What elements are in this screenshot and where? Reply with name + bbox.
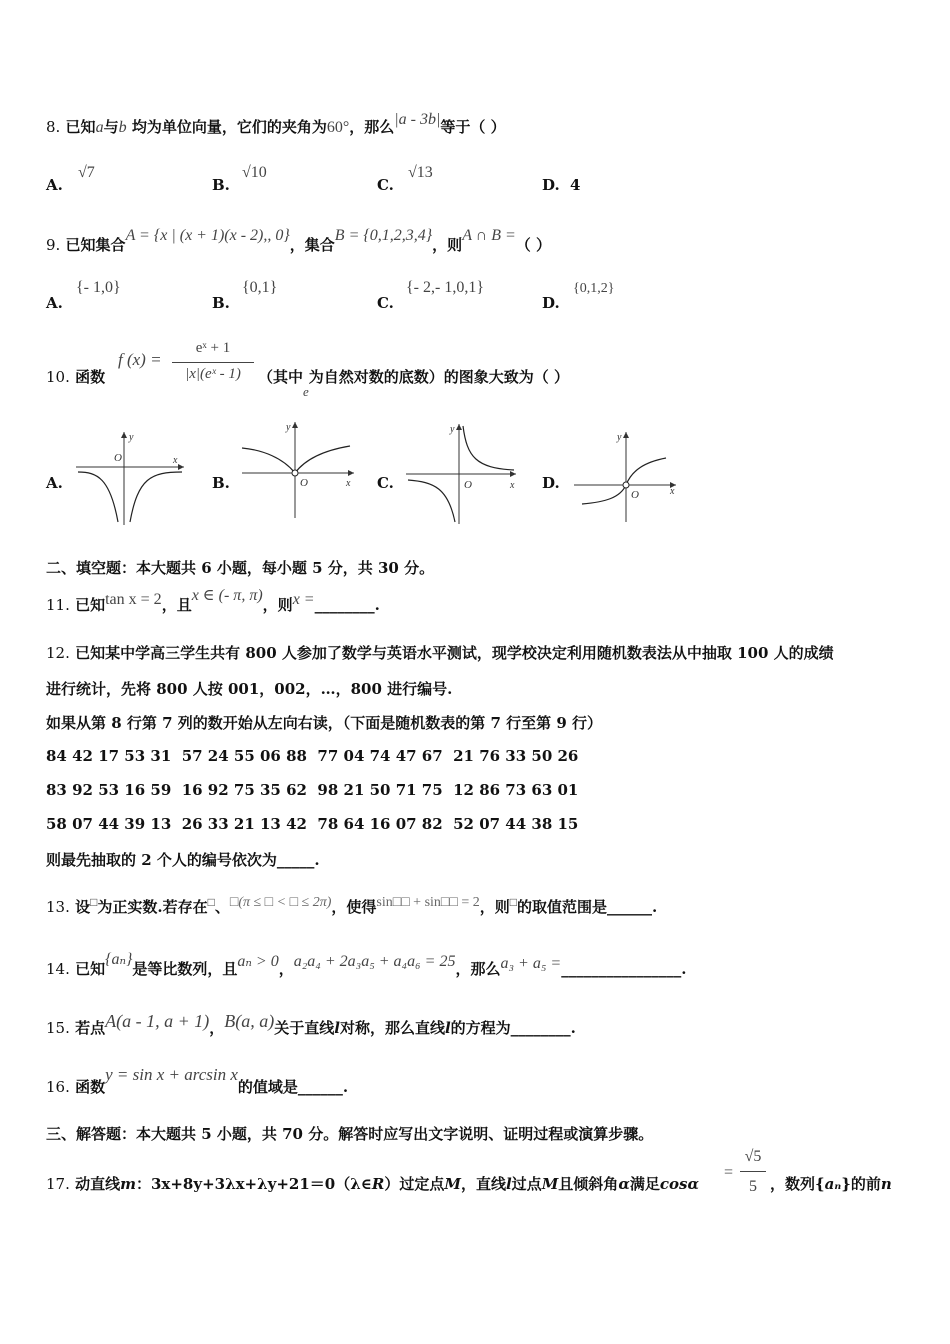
q9-text-c: ，则 — [432, 236, 463, 254]
q17-alpha: α — [618, 1175, 630, 1193]
curve-right — [626, 458, 666, 485]
q11-text-c: ，则 — [262, 596, 293, 614]
q12-line-3: 如果从第 8 行第 7 列的数开始从左向右读，（下面是随机数表的第 7 行至第 9 行） — [46, 714, 603, 732]
q16-text-a: 函数 — [75, 1078, 106, 1096]
q9-option-a-label: A. — [46, 294, 63, 312]
q8-option-b-label: B. — [212, 176, 230, 194]
q10-text-c: 为自然对数的底数）的图象大致为（ ） — [308, 368, 570, 386]
q14-sequence: {aₙ} — [105, 951, 133, 968]
origin-label: O — [464, 479, 472, 491]
q17-text-i: }的前 — [841, 1175, 881, 1193]
q17-frac-denominator: 5 — [749, 1178, 757, 1195]
q9-set-a: A = {x | (x + 1)(x - 2),, 0} — [125, 227, 290, 244]
q10-graph-b — [238, 418, 358, 518]
q9-text-d: （ ） — [515, 236, 552, 254]
q14-condition-1: aₙ > 0 — [237, 953, 279, 970]
q14-text-a: 已知 — [75, 960, 106, 978]
x-label: x — [670, 486, 675, 497]
q17-number: 17. — [46, 1175, 70, 1193]
q9-intersection: A ∩ B = — [462, 227, 516, 244]
q11-line — [46, 587, 380, 615]
q8-line — [46, 111, 506, 137]
q9-text-a: 已知集合 — [65, 236, 126, 254]
q15-line-l-2: l — [444, 1019, 451, 1037]
q15-point-b: B(a, a) — [224, 1011, 275, 1031]
q11-text-d: ________. — [314, 596, 380, 614]
q17-text-c: ）过定点 — [384, 1175, 445, 1193]
x-arrow-icon — [348, 470, 354, 476]
q13-box-1: □ — [90, 895, 98, 909]
q10-option-a-label: A. — [46, 474, 63, 492]
q15-text-c: 关于直线 — [274, 1019, 335, 1037]
q10-denominator: |x|(eˣ - 1) — [185, 366, 241, 382]
q14-text-b: 是等比数列，且 — [132, 960, 238, 978]
q12-line-2: 进行统计，先将 800 人按 001，002，…，800 进行编号. — [46, 680, 453, 698]
q15-text-d: 对称，那么直线 — [339, 1019, 445, 1037]
origin-label: O — [631, 489, 639, 501]
q14-line — [46, 951, 687, 979]
q17-text-h: ，数列{ — [770, 1175, 825, 1193]
q16-text-b: 的值域是______. — [237, 1078, 349, 1096]
q8-vector-b: b — [118, 119, 127, 136]
x-label: x — [510, 480, 515, 491]
y-label: y — [450, 424, 455, 435]
x-label: x — [173, 455, 178, 466]
q9-option-c-value: {- 2,- 1,0,1} — [406, 279, 485, 296]
q8-option-a-label: A. — [46, 176, 63, 194]
q9-number: 9. — [46, 236, 61, 254]
y-label: y — [129, 432, 134, 443]
q15-text-b: ， — [209, 1019, 225, 1037]
q17-M-2: M — [541, 1175, 559, 1193]
q15-line-l-1: l — [334, 1019, 340, 1037]
q9-option-b-value: {0,1} — [242, 279, 278, 296]
q17-equals: = — [724, 1164, 734, 1181]
q8-text-a: 已知 — [65, 118, 96, 136]
q17-M-1: M — [444, 1175, 461, 1193]
q17-m: m — [120, 1175, 136, 1193]
q10-e-symbol: e — [303, 384, 309, 399]
q13-text-c: 、 — [214, 898, 230, 916]
q10-graph-a — [72, 430, 192, 530]
q8-option-d-value: 4 — [570, 176, 581, 194]
q12-text-1: 已知某中学高三学生共有 800 人参加了数学与英语水平测试，现学校决定利用随机数表法从中抽取 100 人的成绩 — [75, 644, 834, 662]
q14-number: 14. — [46, 960, 70, 978]
curve-left — [78, 472, 118, 522]
q17-text-d: ，直线 — [460, 1175, 506, 1193]
q17-R: R — [371, 1175, 385, 1193]
q8-vector-a: a — [95, 119, 104, 136]
q16-function: y = sin x + arcsin x — [105, 1065, 238, 1084]
q9-line — [46, 227, 552, 255]
q12-number: 12. — [46, 644, 70, 662]
q14-text-d: ，那么 — [455, 960, 501, 978]
q17-text-b: ：3x+8y+3λx+λy+21＝0（λ∈ — [135, 1175, 372, 1193]
hollow-point — [292, 470, 298, 476]
q10-function-name: f (x) = — [118, 350, 162, 369]
y-arrow-icon — [456, 424, 462, 430]
q8-number: 8. — [46, 118, 61, 136]
curve-left — [242, 448, 295, 473]
q8-expression: |a - 3b| — [394, 111, 441, 128]
q8-text-e: 等于（ ） — [440, 118, 506, 136]
q9-option-d-value: {0,1,2} — [573, 281, 615, 296]
q17-l: l — [505, 1175, 512, 1193]
q15-point-a: A(a - 1, a + 1) — [105, 1011, 210, 1031]
x-arrow-icon — [178, 464, 184, 470]
curve-left — [582, 485, 626, 504]
x-arrow-icon — [510, 471, 516, 477]
q17-text-a: 动直线 — [75, 1175, 121, 1193]
hollow-point — [623, 482, 629, 488]
q13-box-3: □ — [509, 895, 517, 909]
q10-text-a: 函数 — [75, 368, 106, 386]
q12-random-row-9: 58 07 44 39 13 26 33 21 13 42 78 64 16 07 82 52 07 44 38 15 — [46, 815, 579, 833]
q8-option-d-label: D. — [542, 176, 560, 194]
q9-text-b: ，集合 — [289, 236, 335, 254]
x-label: x — [346, 478, 351, 489]
q15-text-a: 若点 — [75, 1019, 106, 1037]
y-arrow-icon — [292, 422, 298, 428]
q12-random-row-8: 83 92 53 16 59 16 92 75 35 62 98 21 50 71 75 12 86 73 63 01 — [46, 781, 579, 799]
q13-equation: sin□□ + sin□□ = 2 — [376, 895, 480, 910]
q17-line — [46, 1173, 699, 1194]
q17-an: aₙ — [824, 1175, 842, 1193]
q11-condition-2: x ∈ (- π, π) — [191, 587, 263, 604]
q9-option-c-label: C. — [377, 294, 394, 312]
q13-box-2: □ — [207, 895, 215, 909]
q10-option-b-label: B. — [212, 474, 230, 492]
q10-graph-d — [570, 428, 682, 524]
origin-label: O — [300, 477, 308, 489]
q14-condition-2: a₂a₄ + 2a₃a₅ + a₄a₆ = 25 — [293, 953, 456, 970]
q9-set-b: B = {0,1,2,3,4} — [334, 227, 433, 244]
q10-text-b: （其中 — [258, 368, 304, 386]
q11-text-b: ，且 — [161, 596, 192, 614]
q17-text-f: 且倾斜角 — [558, 1175, 619, 1193]
q10-number: 10. — [46, 368, 70, 386]
q8-angle: 60° — [326, 119, 350, 136]
q11-text-a: 已知 — [75, 596, 106, 614]
q17-frac-bar — [740, 1171, 766, 1172]
q8-option-c-label: C. — [377, 176, 394, 194]
q10-option-c-label: C. — [377, 474, 394, 492]
q17-text-g: 满足 — [629, 1175, 660, 1193]
q17-text-e: 过点 — [511, 1175, 542, 1193]
q8-option-b-value: √10 — [242, 164, 267, 181]
q8-text-b: 与 — [103, 118, 119, 136]
q12-random-row-7: 84 42 17 53 31 57 24 55 06 88 77 04 74 47 67 21 76 33 50 26 — [46, 747, 579, 765]
curve-left — [408, 480, 455, 522]
q10-line-start — [46, 366, 105, 387]
q14-text-c: ， — [278, 960, 294, 978]
q8-option-c-value: √13 — [408, 164, 433, 181]
q10-graph-c — [404, 422, 524, 526]
q16-line — [46, 1065, 349, 1097]
q13-text-b: 为正实数.若存在 — [97, 898, 208, 916]
q14-text-e: ________________. — [561, 960, 687, 978]
y-label: y — [286, 422, 291, 433]
q11-condition-1: tan x = 2 — [105, 591, 162, 608]
q12-line-4: 则最先抽取的 2 个人的编号依次为_____. — [46, 851, 320, 869]
q14-ask: a₃ + a₅ = — [500, 955, 562, 972]
q9-option-d-label: D. — [542, 294, 560, 312]
q16-number: 16. — [46, 1078, 70, 1096]
q11-ask: x = — [292, 591, 315, 608]
curve-right — [130, 472, 182, 522]
q13-condition: □(π ≤ □ < □ ≤ 2π) — [229, 895, 332, 910]
q17-n: n — [880, 1175, 892, 1193]
q13-line — [46, 896, 657, 917]
q12-line-1 — [46, 642, 834, 663]
q8-text-d: ，那么 — [349, 118, 395, 136]
origin-label: O — [114, 452, 122, 464]
q13-text-e: ，则 — [479, 898, 510, 916]
curve-right — [463, 426, 514, 470]
q10-line-end — [258, 366, 570, 399]
y-arrow-icon — [623, 432, 629, 438]
curve-right — [295, 446, 350, 473]
q10-option-d-label: D. — [542, 474, 560, 492]
q15-line — [46, 1011, 576, 1038]
q10-numerator: eˣ + 1 — [195, 340, 231, 356]
q13-text-d: ，使得 — [331, 898, 377, 916]
q8-text-c: 均为单位向量，它们的夹角为 — [131, 118, 327, 136]
q13-text-f: 的取值范围是______. — [516, 898, 658, 916]
q17-cos: cosα — [659, 1175, 700, 1193]
section-3-heading: 三、解答题：本大题共 5 小题，共 70 分。解答时应写出文字说明、证明过程或演算步骤。 — [46, 1125, 654, 1143]
q10-fraction-bar — [172, 362, 254, 363]
q13-number: 13. — [46, 898, 70, 916]
q15-number: 15. — [46, 1019, 70, 1037]
q13-text-a: 设 — [75, 898, 91, 916]
q9-option-a-value: {- 1,0} — [76, 279, 121, 296]
q8-option-a-value: √7 — [78, 164, 95, 181]
section-2-heading: 二、填空题：本大题共 6 小题，每小题 5 分，共 30 分。 — [46, 559, 435, 577]
q15-text-e: 的方程为________. — [450, 1019, 576, 1037]
y-arrow-icon — [121, 432, 127, 438]
q17-line-end — [770, 1173, 892, 1194]
y-label: y — [617, 432, 622, 443]
q9-option-b-label: B. — [212, 294, 230, 312]
q11-number: 11. — [46, 596, 70, 614]
q17-frac-numerator: √5 — [744, 1148, 762, 1165]
